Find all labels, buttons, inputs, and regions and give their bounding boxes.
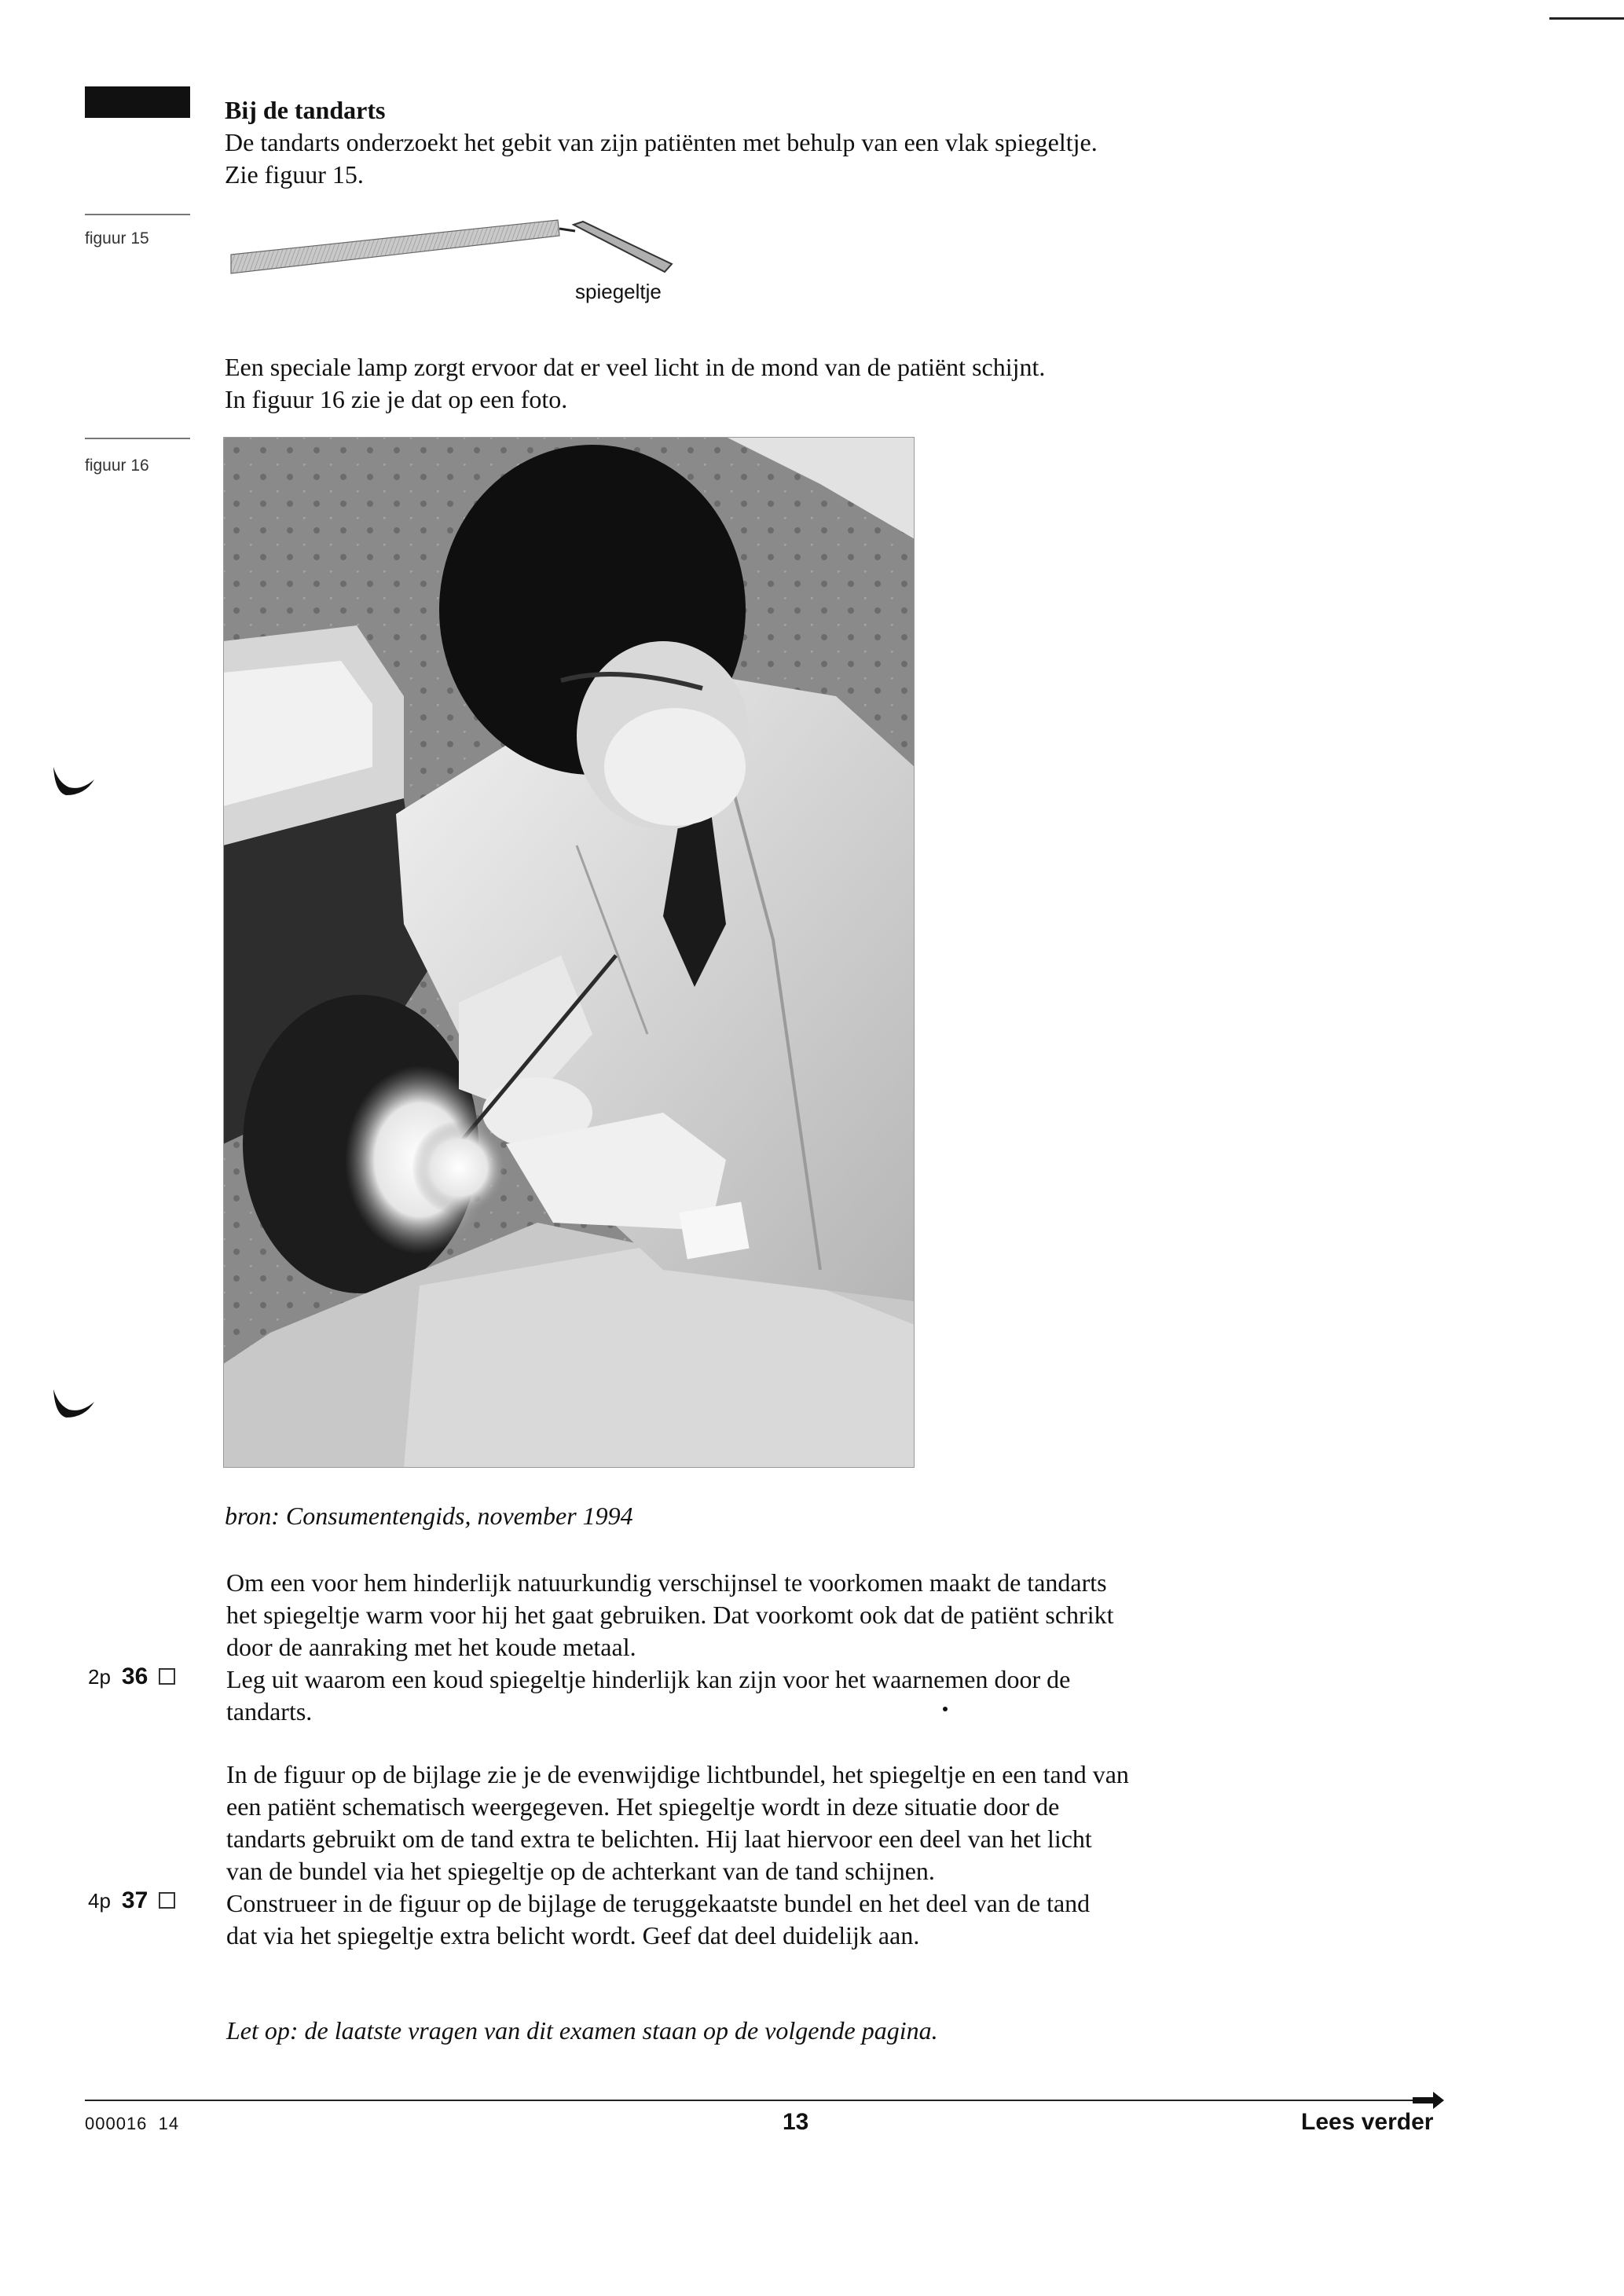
- warm-mirror-paragraph: [226, 1567, 1405, 1663]
- footer-rule: [85, 2100, 1436, 2101]
- arrow-right-icon: [1413, 2092, 1444, 2109]
- bijlage-paragraph: [226, 1759, 1405, 1887]
- question36-checkbox[interactable]: [159, 1668, 175, 1685]
- question37-number: [88, 1887, 175, 1914]
- mirror-neck: [559, 229, 575, 231]
- section-title: Bij de tandarts: [225, 96, 386, 124]
- warm-line-2: het spiegeltje warm voor hij het gaat gebruiken. Dat voorkomt ook dat de patiënt schrikt: [226, 1601, 1114, 1629]
- q37-line-1: Construeer in de figuur op de bijlage de teruggekaatste bundel en het deel van de tand: [226, 1889, 1091, 1917]
- figure16-label: figuur 16: [85, 457, 149, 475]
- stray-dot: [943, 1707, 948, 1711]
- question37-points: 4p: [88, 1889, 111, 1913]
- margin-mark-1: [50, 764, 97, 798]
- question37-text: [226, 1887, 1405, 1952]
- question37-checkbox[interactable]: [159, 1892, 175, 1909]
- q36-line-2: tandarts.: [226, 1697, 313, 1726]
- lamp-line-1: Een speciale lamp zorgt ervoor dat er veel licht in de mond van de patiënt schijnt.: [225, 353, 1046, 381]
- lamp-line-2: In figuur 16 zie je dat op een foto.: [225, 385, 568, 413]
- question36-points: 2p: [88, 1665, 111, 1689]
- q37-line-2: dat via het spiegeltje extra belicht wordt. Geef dat deel duidelijk aan.: [226, 1921, 920, 1949]
- bijlage-line-4: van de bundel via het spiegeltje op de achterkant van de tand schijnen.: [226, 1857, 935, 1885]
- section-marker-block: [85, 86, 190, 118]
- question37-id: 37: [121, 1887, 148, 1913]
- figure15-caption: spiegeltje: [575, 280, 662, 303]
- lamp-paragraph: [225, 351, 1403, 416]
- page-number: 13: [783, 2109, 809, 2135]
- warm-line-3: door de aanraking met het koude metaal.: [226, 1633, 636, 1661]
- margin-mark-2: [50, 1386, 97, 1421]
- question36-number: [88, 1663, 175, 1690]
- question36-text: [226, 1663, 1405, 1728]
- mirror-head: [574, 222, 672, 272]
- figure16-source: bron: Consumentengids, november 1994: [225, 1502, 633, 1530]
- bijlage-line-1: In de figuur op de bijlage zie je de evenwijdige lichtbundel, het spiegeltje en een tand van: [226, 1760, 1129, 1788]
- q36-line-1: Leg uit waarom een koud spiegeltje hinderlijk kan zijn voor het waarnemen door de: [226, 1665, 1071, 1693]
- dentist-photo: [223, 437, 915, 1468]
- next-page-notice: Let op: de laatste vragen van dit examen staan op de volgende pagina.: [226, 2016, 938, 2045]
- top-right-rule: [1549, 17, 1624, 20]
- warm-line-1: Om een voor hem hinderlijk natuurkundig verschijnsel te voorkomen maakt de tandarts: [226, 1568, 1107, 1597]
- mirror-handle: [231, 220, 559, 273]
- bijlage-line-2: een patiënt schematisch weergegeven. Het spiegeltje wordt in deze situatie door de: [226, 1792, 1060, 1821]
- bijlage-line-3: tandarts gebruikt om de tand extra te belichten. Hij laat hiervoor een deel van het licht: [226, 1825, 1092, 1853]
- figure15-label: figuur 15: [85, 229, 149, 248]
- continue-label: Lees verder: [1301, 2109, 1434, 2135]
- figure16-rule: [85, 438, 190, 439]
- intro-line-2: Zie figuur 15.: [225, 160, 364, 189]
- footer-code: 000016 14: [85, 2114, 180, 2133]
- intro-line-1: De tandarts onderzoekt het gebit van zijn patiënten met behulp van een vlak spiegeltje.: [225, 128, 1098, 156]
- section-intro: [225, 94, 1325, 191]
- question36-id: 36: [121, 1663, 148, 1689]
- figure15-rule: [85, 214, 190, 215]
